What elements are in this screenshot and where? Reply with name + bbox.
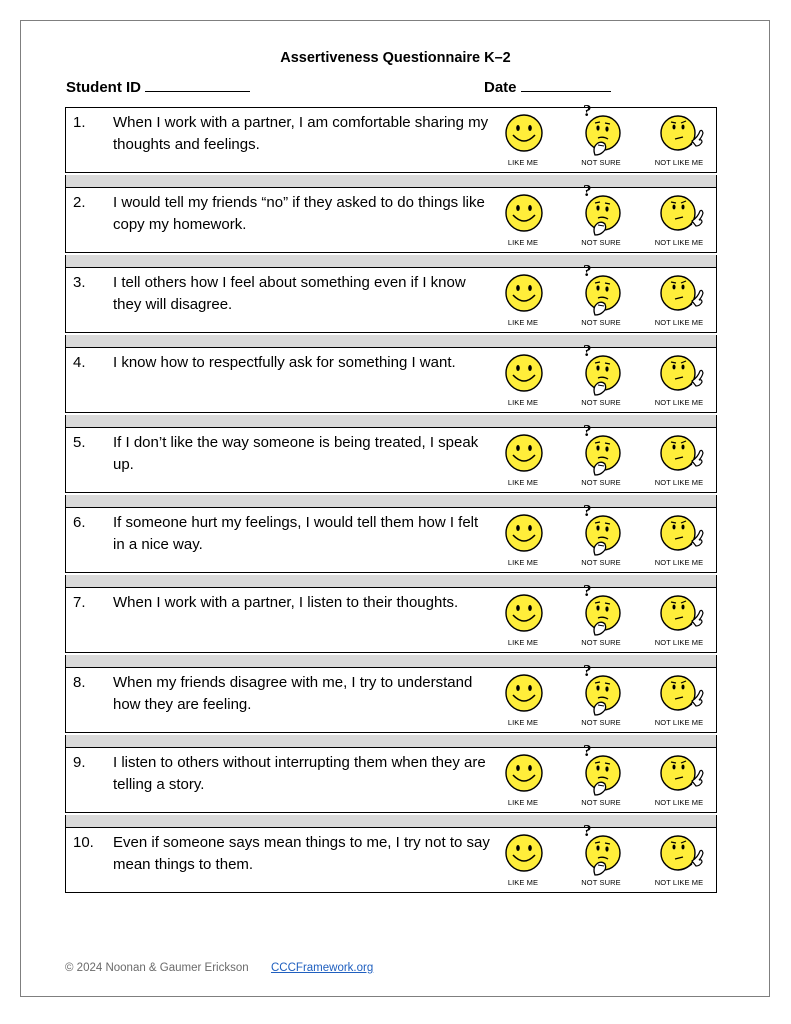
question-mark-icon: ?	[583, 741, 592, 760]
question-text: If I don’t like the way someone is being treated, I speak up.	[113, 434, 479, 473]
option-like-me[interactable]	[487, 511, 557, 571]
option-not-like-me-label: NOT LIKE ME	[654, 478, 704, 487]
option-not-like-me-label: NOT LIKE ME	[654, 558, 704, 567]
option-not-like-me[interactable]	[643, 271, 713, 331]
smiley-face-icon	[502, 671, 546, 715]
question-number: 4.	[73, 354, 86, 371]
row-separator	[65, 575, 717, 587]
option-like-me[interactable]	[487, 191, 557, 251]
thinking-face-icon	[580, 101, 624, 155]
option-not-like-me-label: NOT LIKE ME	[654, 798, 704, 807]
option-not-sure-label: NOT SURE	[581, 718, 621, 727]
student-id-label: Student ID	[66, 79, 141, 96]
skeptical-face-icon	[658, 191, 702, 235]
smiley-face-icon	[502, 351, 546, 395]
skeptical-face-icon	[658, 591, 702, 635]
option-like-me-label: LIKE ME	[507, 878, 539, 887]
row-separator	[65, 735, 717, 747]
question-text: I tell others how I feel about something even if I know they will disagree.	[113, 274, 466, 313]
option-not-sure[interactable]	[565, 101, 635, 171]
question-row	[65, 821, 717, 893]
smiley-face-icon	[502, 191, 546, 235]
smiley-face-icon	[502, 751, 546, 795]
question-mark-icon: ?	[583, 421, 592, 440]
option-not-like-me-label: NOT LIKE ME	[654, 318, 704, 327]
option-not-sure[interactable]	[565, 661, 635, 731]
question-mark-icon: ?	[583, 181, 592, 200]
skeptical-face-icon	[658, 431, 702, 475]
row-separator	[65, 415, 717, 427]
option-not-sure[interactable]	[565, 181, 635, 251]
page-title: Assertiveness Questionnaire K–2	[280, 50, 511, 66]
option-not-like-me[interactable]	[643, 671, 713, 731]
question-text: If someone hurt my feelings, I would tell them how I felt in a nice way.	[113, 514, 479, 553]
question-mark-icon: ?	[583, 341, 592, 360]
student-id-blank[interactable]	[145, 79, 250, 92]
thinking-face-icon	[580, 581, 624, 635]
row-separator	[65, 335, 717, 347]
question-number: 9.	[73, 754, 86, 771]
option-not-like-me[interactable]	[643, 111, 713, 171]
question-mark-icon: ?	[583, 101, 592, 120]
option-not-sure-label: NOT SURE	[581, 238, 621, 247]
smiley-face-icon	[502, 591, 546, 635]
question-text: When I work with a partner, I listen to their thoughts.	[113, 594, 459, 611]
option-not-like-me[interactable]	[643, 431, 713, 491]
option-not-sure[interactable]	[565, 741, 635, 811]
option-like-me[interactable]	[487, 671, 557, 731]
option-not-sure[interactable]	[565, 581, 635, 651]
footer-copyright: © 2024 Noonan & Gaumer Erickson	[65, 962, 249, 974]
question-row	[65, 661, 717, 733]
question-row	[65, 101, 717, 173]
option-like-me-label: LIKE ME	[507, 798, 539, 807]
date-field[interactable]	[484, 79, 611, 96]
question-number: 5.	[73, 434, 86, 451]
option-not-sure-label: NOT SURE	[581, 878, 621, 887]
option-not-like-me[interactable]	[643, 511, 713, 571]
option-like-me[interactable]	[487, 271, 557, 331]
question-number: 10.	[73, 834, 94, 851]
option-not-sure[interactable]	[565, 421, 635, 491]
question-mark-icon: ?	[583, 501, 592, 520]
option-not-sure-label: NOT SURE	[581, 398, 621, 407]
option-like-me-label: LIKE ME	[507, 318, 539, 327]
question-mark-icon: ?	[583, 661, 592, 680]
question-number: 7.	[73, 594, 86, 611]
option-not-like-me[interactable]	[643, 351, 713, 411]
question-row	[65, 341, 717, 413]
question-number: 6.	[73, 514, 86, 531]
question-mark-icon: ?	[583, 261, 592, 280]
option-not-sure[interactable]	[565, 261, 635, 331]
option-not-like-me[interactable]	[643, 191, 713, 251]
question-number: 8.	[73, 674, 86, 691]
skeptical-face-icon	[658, 671, 702, 715]
question-text: When I work with a partner, I am comfortable sharing my thoughts and feelings.	[113, 114, 489, 153]
skeptical-face-icon	[658, 751, 702, 795]
option-not-sure[interactable]	[565, 341, 635, 411]
student-id-field[interactable]	[66, 79, 250, 96]
smiley-face-icon	[502, 271, 546, 315]
option-not-sure-label: NOT SURE	[581, 158, 621, 167]
smiley-face-icon	[502, 831, 546, 875]
row-separator	[65, 815, 717, 827]
option-not-like-me[interactable]	[643, 591, 713, 651]
option-not-sure[interactable]	[565, 501, 635, 571]
row-separator	[65, 495, 717, 507]
option-not-like-me-label: NOT LIKE ME	[654, 638, 704, 647]
option-like-me[interactable]	[487, 111, 557, 171]
question-number: 1.	[73, 114, 86, 131]
skeptical-face-icon	[658, 271, 702, 315]
smiley-face-icon	[502, 111, 546, 155]
option-not-like-me-label: NOT LIKE ME	[654, 238, 704, 247]
skeptical-face-icon	[658, 511, 702, 555]
skeptical-face-icon	[658, 831, 702, 875]
question-row	[65, 581, 717, 653]
thinking-face-icon	[580, 261, 624, 315]
thinking-face-icon	[580, 741, 624, 795]
option-not-like-me[interactable]	[643, 831, 713, 891]
question-row	[65, 501, 717, 573]
row-separator	[65, 255, 717, 267]
option-not-sure-label: NOT SURE	[581, 478, 621, 487]
option-like-me[interactable]	[487, 351, 557, 411]
question-row	[65, 421, 717, 493]
option-like-me[interactable]	[487, 831, 557, 891]
row-separator	[65, 175, 717, 187]
option-not-sure-label: NOT SURE	[581, 638, 621, 647]
smiley-face-icon	[502, 511, 546, 555]
option-like-me-label: LIKE ME	[507, 558, 539, 567]
question-row	[65, 181, 717, 253]
option-not-like-me-label: NOT LIKE ME	[654, 718, 704, 727]
question-number: 3.	[73, 274, 86, 291]
skeptical-face-icon	[658, 351, 702, 395]
question-mark-icon: ?	[583, 581, 592, 600]
question-text: When my friends disagree with me, I try to understand how they are feeling.	[113, 674, 473, 713]
option-not-like-me-label: NOT LIKE ME	[654, 398, 704, 407]
question-mark-icon: ?	[583, 821, 592, 840]
row-separator	[65, 655, 717, 667]
date-label: Date	[484, 79, 517, 96]
question-row	[65, 261, 717, 333]
option-like-me-label: LIKE ME	[507, 638, 539, 647]
footer-link[interactable]: CCCFramework.org	[271, 962, 374, 974]
option-not-like-me-label: NOT LIKE ME	[654, 878, 704, 887]
question-text: I would tell my friends “no” if they asked to do things like copy my homework.	[113, 194, 485, 233]
option-like-me[interactable]	[487, 431, 557, 491]
skeptical-face-icon	[658, 111, 702, 155]
thinking-face-icon	[580, 661, 624, 715]
question-number: 2.	[73, 194, 86, 211]
thinking-face-icon	[580, 181, 624, 235]
option-like-me-label: LIKE ME	[507, 478, 539, 487]
question-text: I listen to others without interrupting them when they are telling a story.	[113, 754, 486, 793]
thinking-face-icon	[580, 821, 624, 875]
option-like-me-label: LIKE ME	[507, 398, 539, 407]
date-blank[interactable]	[521, 79, 611, 92]
option-like-me[interactable]	[487, 751, 557, 811]
option-like-me-label: LIKE ME	[507, 158, 539, 167]
option-not-like-me-label: NOT LIKE ME	[654, 158, 704, 167]
thinking-face-icon	[580, 341, 624, 395]
question-row	[65, 741, 717, 813]
option-not-sure-label: NOT SURE	[581, 558, 621, 567]
thinking-face-icon	[580, 501, 624, 555]
option-like-me-label: LIKE ME	[507, 718, 539, 727]
thinking-face-icon	[580, 421, 624, 475]
option-not-sure[interactable]	[565, 821, 635, 891]
question-text: Even if someone says mean things to me, I try not to say mean things to them.	[113, 834, 490, 873]
smiley-face-icon	[502, 431, 546, 475]
option-not-sure-label: NOT SURE	[581, 318, 621, 327]
option-not-sure-label: NOT SURE	[581, 798, 621, 807]
option-not-like-me[interactable]	[643, 751, 713, 811]
option-like-me-label: LIKE ME	[507, 238, 539, 247]
option-like-me[interactable]	[487, 591, 557, 651]
question-text: I know how to respectfully ask for something I want.	[113, 354, 456, 371]
